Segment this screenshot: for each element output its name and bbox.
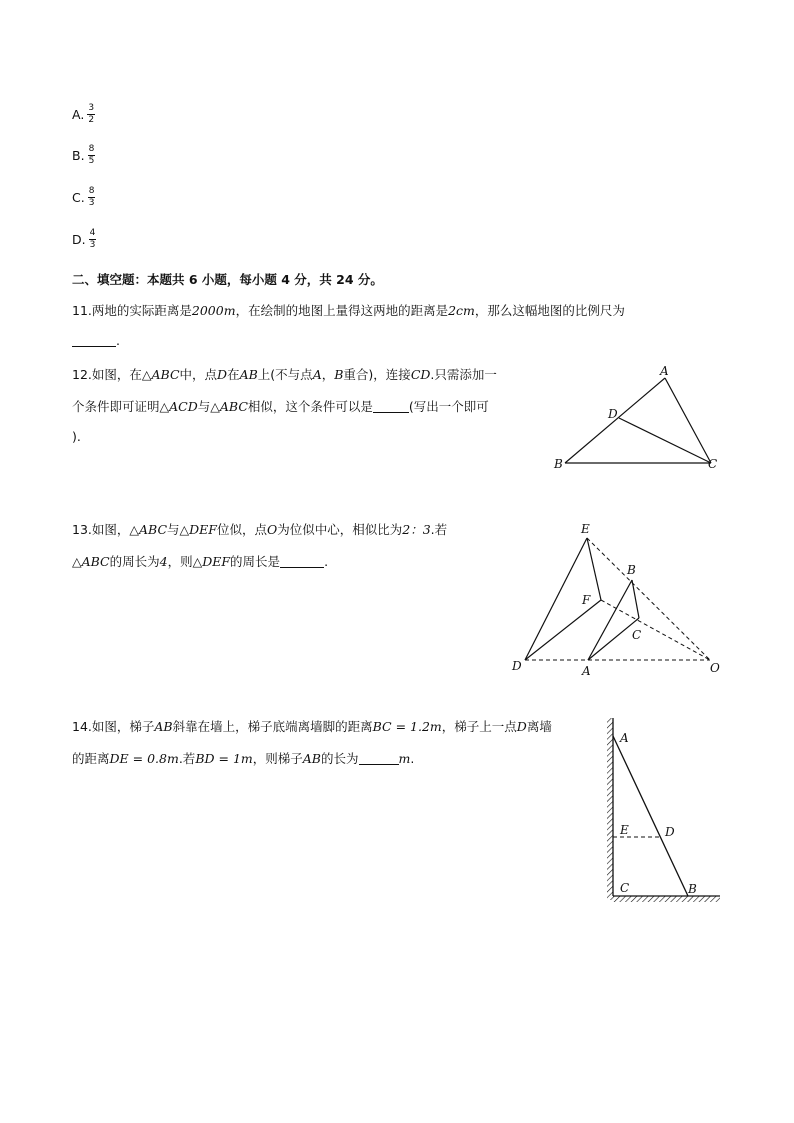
vertex-label-d: D [512, 659, 522, 673]
question-12-line-1: 12.如图，在△ABC中，点D在AB上(不与点A，B重合)，连接CD.只需添加一 [72, 367, 497, 382]
section-title: 二、填空题：本题共 6 小题，每小题 4 分，共 24 分。 [72, 272, 383, 287]
vertex-label-c: C [620, 881, 630, 895]
question-13-line-1: 13.如图，△ABC与△DEF位似，点O为位似中心，相似比为2：3.若 [72, 522, 448, 537]
vertex-label-b: B [627, 563, 636, 577]
answer-blank [373, 400, 409, 413]
fraction: $\frac{4}{3}$ [89, 228, 96, 250]
vertex-label-a: A [582, 664, 591, 678]
question-14-line-1: 14.如图，梯子AB斜靠在墙上，梯子底端离墙脚的距离BC = 1.2m，梯子上一点D离墙 [72, 719, 552, 734]
answer-blank [359, 752, 399, 765]
vertex-label-e: E [620, 823, 629, 837]
option-b [72, 145, 95, 166]
vertex-label-a: A [620, 731, 629, 745]
fraction: $\frac{8}{3}$ [88, 186, 95, 208]
question-11-line-2: . [72, 333, 120, 348]
option-a [72, 104, 95, 125]
question-12-line-2: 个条件即可证明△ACD与△ABC相似，这个条件可以是 (写出一个即可 [72, 399, 489, 414]
vertex-label-b: B [688, 882, 697, 896]
answer-blank [72, 334, 116, 347]
vertex-label-o: O [710, 661, 720, 675]
option-label: D. [72, 232, 86, 247]
vertex-label-c: C [708, 457, 718, 471]
option-label: C. [72, 190, 85, 205]
question-13-line-2: △ABC的周长为4，则△DEF的周长是 . [72, 554, 329, 569]
triangle-abc-figure [545, 362, 730, 477]
ground-hatching [613, 896, 720, 902]
vertex-label-d: D [665, 825, 675, 839]
option-label: B. [72, 148, 85, 163]
homothety-figure [505, 518, 735, 680]
ladder-figure [600, 712, 725, 907]
fraction: $\frac{8}{5}$ [88, 144, 95, 166]
vertex-label-e: E [581, 522, 590, 536]
option-c [72, 187, 95, 208]
question-11-line-1: 11.两地的实际距离是2000m，在绘制的地图上量得这两地的距离是2cm，那么这幅地图的比例尺为 [72, 303, 625, 318]
answer-blank [280, 555, 324, 568]
vertex-label-a: A [660, 364, 669, 378]
option-label: A. [72, 107, 85, 122]
fraction: $\frac{3}{2}$ [88, 103, 95, 125]
vertex-label-f: F [582, 593, 591, 607]
vertex-label-b: B [554, 457, 563, 471]
option-d [72, 229, 96, 250]
vertex-label-c: C [632, 628, 642, 642]
question-14-line-2: 的距离DE = 0.8m.若BD = 1m，则梯子AB的长为 m. [72, 751, 415, 766]
question-12-line-3: ). [72, 429, 81, 444]
vertex-label-d: D [608, 407, 618, 421]
wall-hatching [607, 718, 613, 900]
